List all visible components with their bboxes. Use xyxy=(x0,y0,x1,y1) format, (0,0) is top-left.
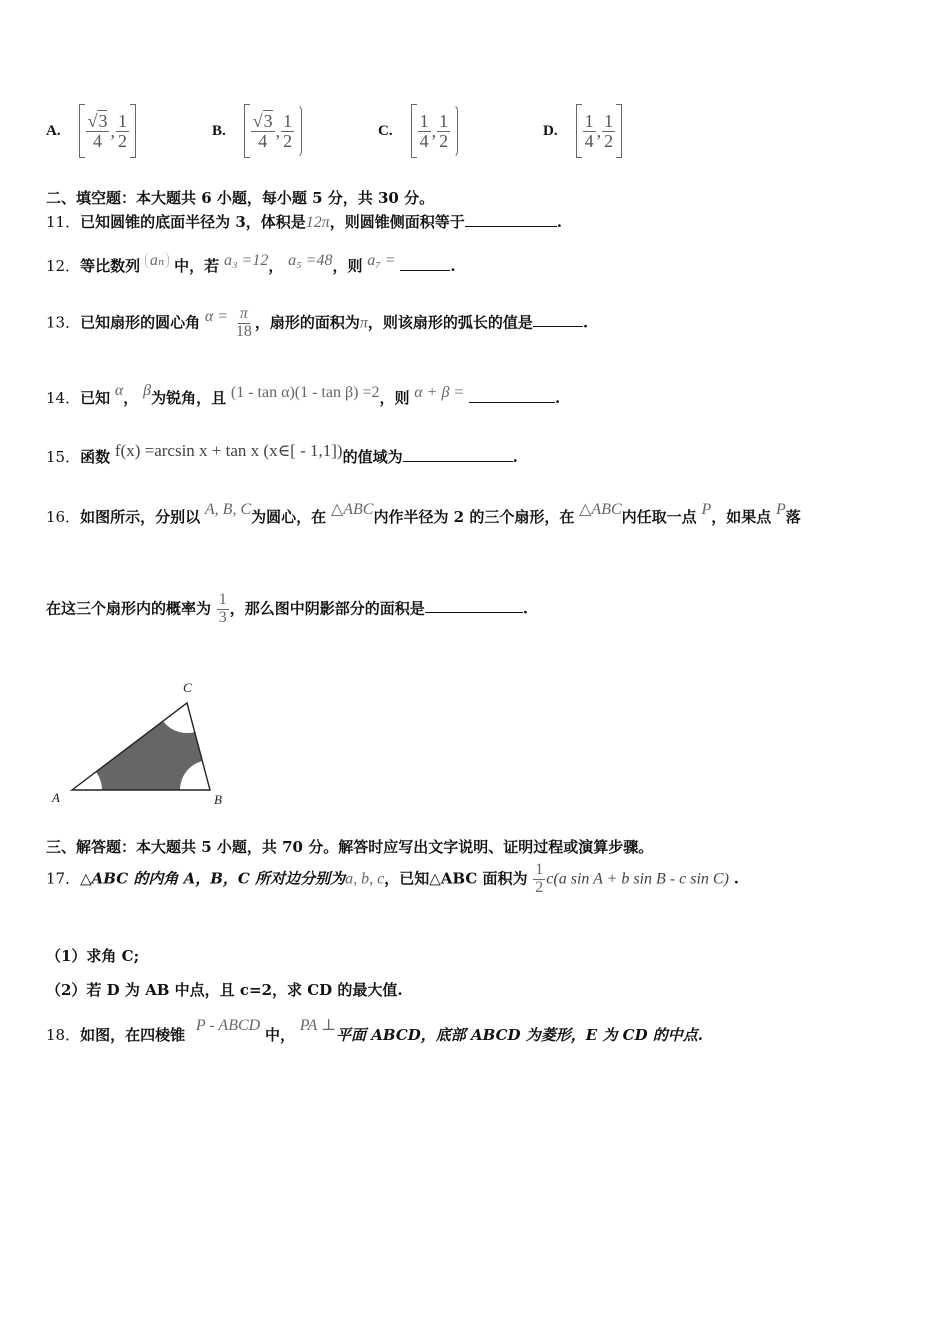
math-expr: a₇ = xyxy=(367,252,396,269)
numerator: 1 xyxy=(117,110,127,131)
question-17-part-2: （2）若 D 为 AB 中点，且 c=2，求 CD 的最大值. xyxy=(46,981,403,999)
question-number: 18． xyxy=(46,1026,81,1044)
question-number: 15． xyxy=(46,448,81,466)
question-text: ，则圆锥侧面积等于 xyxy=(329,213,465,231)
question-number: 14． xyxy=(46,389,81,407)
math-expr: a₅ =48 xyxy=(288,252,333,269)
denominator: 3 xyxy=(218,608,227,626)
question-12: 12．等比数列 aₙ 中，若 a₃ =12， a₅ =48，则 a₇ = . xyxy=(46,252,456,275)
question-text: ，那么图中阴影部分的面积是 xyxy=(229,599,425,618)
denominator: 2 xyxy=(283,130,293,151)
denominator: 4 xyxy=(258,130,268,151)
denominator: 2 xyxy=(117,130,127,151)
option-d: D. $\frac{1}{4}$ , $\frac{1}{2}$ xyxy=(543,104,622,158)
numerator: 1 xyxy=(439,110,449,131)
math-expr: f(x) =arcsin x + tan x (x∈[ - 1,1]) xyxy=(114,441,343,460)
period: . xyxy=(556,213,563,231)
question-11 xyxy=(46,211,562,232)
question-14: 14．已知 α， β为锐角，且 (1 - tan α)(1 - tan β) =2，则 α + β = . xyxy=(46,382,561,407)
answer-blank[interactable] xyxy=(533,312,583,327)
question-text: 等比数列 xyxy=(80,257,141,275)
question-text: ，则该扇形的弧长的值是 xyxy=(367,313,533,332)
question-text: ，已知△ABC 面积为 xyxy=(384,869,528,888)
denominator: 4 xyxy=(93,130,103,151)
option-label: C. xyxy=(378,122,393,139)
math-expr: P - ABCD xyxy=(195,1017,261,1034)
question-text: 函数 xyxy=(80,448,111,466)
option-a: A. $\frac{√3}{4}$ , $\frac{1}{2}$ xyxy=(46,104,136,158)
question-text: 中，若 xyxy=(174,257,220,275)
sector-a xyxy=(44,760,102,816)
math-expr: 12π xyxy=(305,214,330,231)
math-expr: △ABC xyxy=(579,501,622,518)
math-expr: α xyxy=(114,382,124,399)
left-bracket xyxy=(244,104,250,158)
answer-blank[interactable] xyxy=(425,598,523,613)
denominator: 4 xyxy=(584,130,594,151)
section-3-header: 三、解答题：本大题共 5 小题，共 70 分。解答时应写出文字说明、证明过程或演算步骤。 xyxy=(46,838,654,856)
option-c: C. $\frac{1}{4}$ , $\frac{1}{2}$ xyxy=(378,104,458,158)
math-expr: a₃ =12 xyxy=(223,252,269,269)
question-text: 如图所示，分别以 xyxy=(80,508,201,526)
numerator: 3 xyxy=(98,110,108,131)
question-number: 13． xyxy=(46,313,81,332)
math-expr: π xyxy=(359,314,368,332)
question-16-continued xyxy=(46,592,528,627)
math-expr: △ABC xyxy=(330,501,374,518)
period: . xyxy=(512,448,518,466)
question-text: ，则 xyxy=(332,257,363,275)
math-expr: β xyxy=(143,382,152,399)
vertex-label-b: B xyxy=(214,792,222,807)
question-number: 11． xyxy=(46,213,81,231)
math-expr: a, b, c xyxy=(345,870,385,888)
math-expr: α + β = xyxy=(414,384,465,401)
numerator: 1 xyxy=(535,861,544,878)
period: . xyxy=(522,599,529,618)
right-bracket xyxy=(130,104,136,158)
period: . xyxy=(450,257,456,275)
question-text: 为圆心，在 xyxy=(251,508,327,526)
question-number: 16． xyxy=(46,508,81,526)
question-text: 内任取一点 xyxy=(621,508,697,526)
option-label: D. xyxy=(543,122,558,139)
question-text: 为锐角，且 xyxy=(151,389,227,407)
question-text: 中， xyxy=(264,1026,295,1044)
math-expr: aₙ xyxy=(145,252,169,269)
left-bracket xyxy=(79,104,85,158)
vertex-label-a: A xyxy=(52,790,60,805)
numerator: 3 xyxy=(263,110,273,131)
question-text: 已知圆锥的底面半径为 3，体积是 xyxy=(80,213,306,231)
question-number: 12． xyxy=(46,257,81,275)
denominator: 2 xyxy=(604,130,614,151)
answer-blank[interactable] xyxy=(465,212,557,227)
question-18 xyxy=(46,1017,704,1045)
denominator: 2 xyxy=(535,878,544,896)
math-expr: α = xyxy=(204,308,229,326)
question-text: ，如果点 xyxy=(711,508,772,526)
period: . xyxy=(582,313,589,332)
question-text: ，扇形的面积为 xyxy=(254,313,360,332)
math-expr: (1 - tan α)(1 - tan β) =2 xyxy=(230,384,380,401)
denominator: 4 xyxy=(419,130,429,151)
question-text: 落 xyxy=(785,508,801,526)
math-expr: PA ⊥ xyxy=(299,1017,337,1034)
question-text: 内作半径为 2 的三个扇形，在 xyxy=(373,508,575,526)
right-paren xyxy=(451,104,458,158)
period: . xyxy=(733,869,739,888)
answer-blank[interactable] xyxy=(403,447,513,462)
numerator: 1 xyxy=(218,591,227,608)
question-13 xyxy=(46,306,588,341)
triangle-figure xyxy=(44,676,234,816)
right-bracket xyxy=(616,104,622,158)
left-bracket xyxy=(576,104,582,158)
numerator: 1 xyxy=(419,110,429,131)
left-bracket xyxy=(411,104,417,158)
question-text: 平面 ABCD，底部 ABCD 为菱形，E 为 CD 的中点. xyxy=(336,1026,704,1044)
question-text: 如图，在四棱锥 xyxy=(80,1026,186,1044)
option-label: A. xyxy=(46,122,61,139)
period: . xyxy=(555,389,561,407)
numerator: 1 xyxy=(604,110,614,131)
option-b: B. $\frac{√3}{4}$ , $\frac{1}{2}$ xyxy=(212,104,302,158)
question-text: ，则 xyxy=(379,389,410,407)
denominator: 2 xyxy=(439,130,449,151)
answer-blank[interactable] xyxy=(469,388,555,403)
option-label: B. xyxy=(212,122,226,139)
question-text: 已知 xyxy=(80,389,111,407)
question-text: 的值域为 xyxy=(342,448,403,466)
math-expr: P xyxy=(776,501,786,518)
section-2-header: 二、填空题：本大题共 6 小题，每小题 5 分，共 30 分。 xyxy=(46,189,435,207)
question-text: △ABC 的内角 A，B，C 所对边分别为 xyxy=(80,869,346,888)
question-number: 17． xyxy=(46,869,81,888)
numerator: 1 xyxy=(283,110,293,131)
question-text: 在这三个扇形内的概率为 xyxy=(46,599,212,618)
math-expr: A, B, C xyxy=(204,501,252,518)
question-17 xyxy=(46,862,739,897)
answer-blank[interactable] xyxy=(400,256,450,271)
denominator: 18 xyxy=(235,322,252,340)
question-16 xyxy=(46,501,801,527)
numerator: 1 xyxy=(584,110,594,131)
math-expr: c(a sin A + b sin B - c sin C) xyxy=(546,870,729,888)
question-text: 已知扇形的圆心角 xyxy=(80,313,201,332)
right-paren xyxy=(295,104,302,158)
math-expr: P xyxy=(701,501,712,518)
numerator: π xyxy=(239,305,248,322)
question-17-part-1: （1）求角 C; xyxy=(46,947,140,965)
vertex-label-c: C xyxy=(183,680,192,695)
question-15 xyxy=(46,441,518,467)
